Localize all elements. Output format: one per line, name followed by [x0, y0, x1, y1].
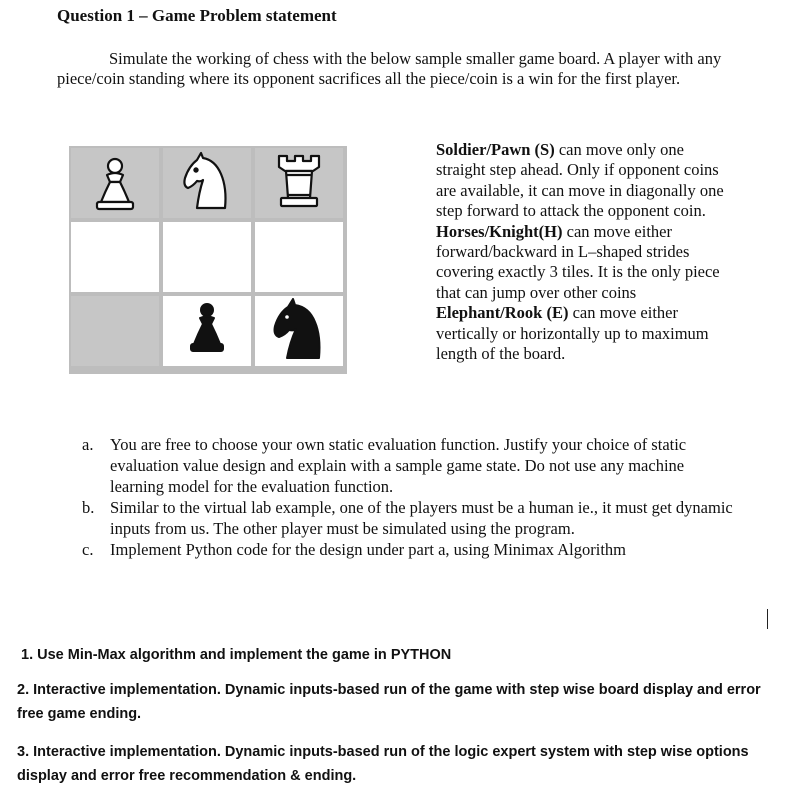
black-knight-icon [255, 296, 343, 366]
piece-rules [436, 140, 736, 364]
rook-rule-text: can move either vertically or horizontally up to maximum length of the board. [436, 303, 709, 364]
board-cell-c3 [254, 147, 344, 219]
problem-intro-text: Simulate the working of chess with the below sample smaller game board. A player with any piece/coin standing where its opponent sacrifices all the piece/coin is a win for the first player. [57, 49, 722, 88]
part-c [82, 539, 742, 560]
black-pawn-icon [163, 296, 251, 366]
pawn-rule-name: Soldier/Pawn (S) [436, 140, 555, 159]
board-cell-b2 [162, 221, 252, 293]
knight-rule-name: Horses/Knight(H) [436, 221, 563, 241]
board-cell-a3 [70, 147, 160, 219]
board-cell-a1 [70, 295, 160, 367]
board-cell-c2 [254, 221, 344, 293]
problem-intro [57, 49, 747, 89]
white-knight-icon [163, 148, 251, 218]
board-cell-a2 [70, 221, 160, 293]
question-parts [82, 434, 742, 560]
part-text: Implement Python code for the design under part a, using Minimax Algorithm [110, 540, 626, 559]
task-3: 3. Interactive implementation. Dynamic inputs-based run of the logic expert system with step wise options display and error free recommendation & ending. [17, 744, 749, 784]
part-b [82, 497, 742, 539]
chess-board [69, 146, 347, 374]
pawn-rule-text: can move only one straight step ahead. Only if opponent coins are available, it can move in diagonally one step forward to attack the opponent coin. [436, 140, 724, 221]
part-marker: c. [82, 540, 94, 559]
white-rook-icon [255, 148, 343, 218]
text-cursor [767, 609, 768, 629]
knight-rule-text: can move either forward/backward in L–shaped strides covering exactly 3 tiles. It is the only piece that can jump over other coins [436, 221, 720, 302]
part-marker: a. [82, 435, 94, 454]
question-title: Question 1 – Game Problem statement [57, 6, 337, 25]
task-1: 1. Use Min-Max algorithm and implement the game in PYTHON [21, 647, 452, 663]
part-text: You are free to choose your own static evaluation function. Justify your choice of static evaluation value design and explain with a sample game state. Do not use any machine learning model for the evaluation function. [110, 435, 687, 496]
rook-rule-name: Elephant/Rook (E) [436, 303, 569, 323]
part-marker: b. [82, 498, 95, 517]
board-cell-b3 [162, 147, 252, 219]
part-a [82, 434, 742, 497]
task-2: 2. Interactive implementation. Dynamic inputs-based run of the game with step wise board display and error free game ending. [17, 682, 761, 722]
white-pawn-icon [71, 148, 159, 218]
board-cell-b1 [162, 295, 252, 367]
board-cell-c1 [254, 295, 344, 367]
part-text: Similar to the virtual lab example, one of the players must be a human ie., it must get dynamic inputs from us. The other player must be simulated using the program. [110, 498, 733, 538]
